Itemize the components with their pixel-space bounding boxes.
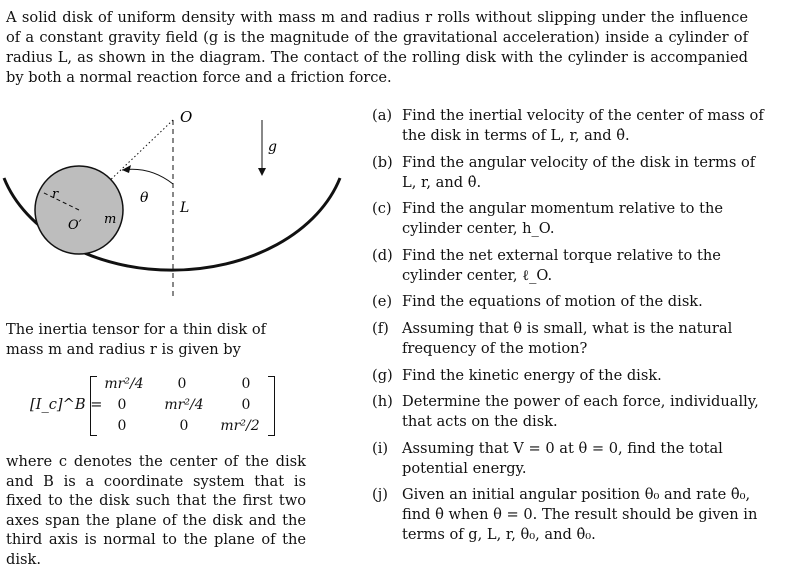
part-text: Assuming that V = 0 at θ = 0, find the total potential energy. <box>402 439 723 477</box>
part-label: (d) <box>372 246 393 264</box>
question-part <box>370 199 770 239</box>
question-part <box>370 392 770 432</box>
disk-in-cylinder-diagram <box>0 106 350 306</box>
matrix-cell: 0 <box>117 418 127 434</box>
question-part <box>370 485 770 545</box>
theta-arrow <box>122 165 131 173</box>
matrix-cell: mr²/4 <box>104 376 144 392</box>
label-O: O <box>180 108 193 126</box>
label-O-prime: O′ <box>68 218 82 233</box>
part-label: (f) <box>372 319 389 337</box>
part-text: Find the kinetic energy of the disk. <box>402 366 662 384</box>
question-part <box>370 439 770 479</box>
question-part <box>370 106 770 146</box>
label-L: L <box>180 200 190 216</box>
part-label: (e) <box>372 293 393 311</box>
question-part <box>370 153 770 193</box>
label-r: r <box>52 187 59 202</box>
matrix-cell: 0 <box>179 418 189 434</box>
matrix-cell: 0 <box>177 376 187 392</box>
matrix-cell: 0 <box>117 397 127 413</box>
part-label: (h) <box>372 393 393 411</box>
part-label: (j) <box>372 486 388 504</box>
part-label: (b) <box>372 153 393 171</box>
inertia-matrix <box>30 374 290 440</box>
matrix-cell: 0 <box>241 397 251 413</box>
matrix-cell: mr²/4 <box>164 397 204 413</box>
label-theta: θ <box>140 190 149 206</box>
question-part <box>370 319 770 359</box>
part-text: Given an initial angular position θ₀ and rate θ̇₀, find θ̇ when θ = 0. The result should be given in terms of g, L, r, θ₀, and θ̇₀. <box>402 486 758 544</box>
question-part <box>370 292 770 312</box>
part-text: Assuming that θ is small, what is the natural frequency of the motion? <box>402 319 733 357</box>
part-label: (a) <box>372 107 393 124</box>
label-g: g <box>268 139 277 155</box>
part-text: Find the inertial velocity of the center of mass of the disk in terms of L, r, and θ̇. <box>402 107 764 144</box>
matrix-lhs: [I_c]^B = <box>30 396 103 413</box>
part-text: Determine the power of each force, individually, that acts on the disk. <box>402 393 759 431</box>
question-part <box>370 366 770 386</box>
part-text: Find the net external torque relative to the cylinder center, ℓ_O. <box>402 246 721 284</box>
matrix-cell: mr²/2 <box>220 418 260 434</box>
theta-arc <box>122 169 173 184</box>
question-part <box>370 246 770 286</box>
part-label: (c) <box>372 200 392 218</box>
part-label: (g) <box>372 366 393 384</box>
matrix-cell: 0 <box>241 376 251 392</box>
coordinate-system-description: where c denotes the center of the disk and B is a coordinate system that is fixed to the disk such that the first two axes span the plane of the disk and the third axis is normal to the plane of the disk. <box>6 453 306 568</box>
question-parts-list <box>370 106 770 552</box>
part-text: Find the angular velocity of the disk in terms of L, r, and θ̇. <box>402 153 756 191</box>
inertia-tensor-intro: The inertia tensor for a thin disk of mass m and radius r is given by <box>6 321 267 358</box>
part-text: Find the equations of motion of the disk. <box>402 293 703 311</box>
problem-statement: A solid disk of uniform density with mass m and radius r rolls without slipping under the influence of a constant gravity field (g is the magnitude of the gravitational acceleration) inside a cylinder of radius L, as shown in the diagram. The contact of the rolling disk with the cylinder is accompanied by both a normal reaction force and a friction force. <box>6 9 748 86</box>
part-text: Find the angular momentum relative to the cylinder center, h_O. <box>402 200 723 238</box>
gravity-arrowhead <box>258 168 266 176</box>
label-m: m <box>104 212 117 227</box>
part-label: (i) <box>372 439 389 457</box>
